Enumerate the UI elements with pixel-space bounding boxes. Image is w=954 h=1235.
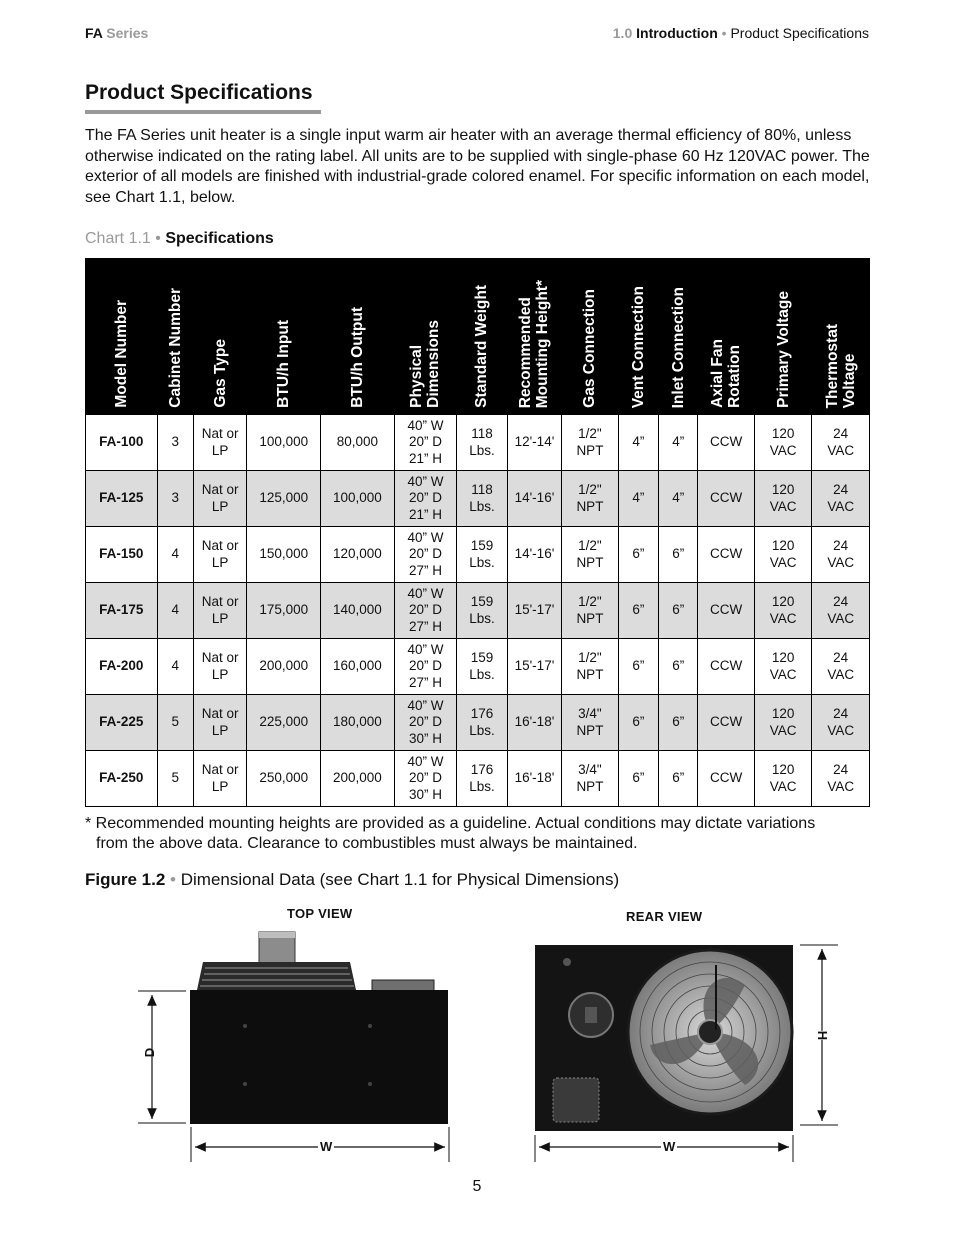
table-cell: 118 Lbs. bbox=[457, 471, 507, 527]
table-cell: 5 bbox=[157, 695, 193, 751]
section-name: Introduction bbox=[636, 25, 718, 41]
table-cell: 120 VAC bbox=[754, 471, 812, 527]
dimension-h-label: H bbox=[815, 1030, 831, 1041]
col-header: Physical Dimensions bbox=[394, 259, 457, 415]
table-cell: 14'-16' bbox=[507, 471, 561, 527]
table-cell: 159 Lbs. bbox=[457, 639, 507, 695]
model-number-cell: FA-125 bbox=[86, 471, 158, 527]
table-cell: 24 VAC bbox=[812, 527, 870, 583]
table-cell: 6” bbox=[659, 639, 698, 695]
dimension-w-rear-label: W bbox=[663, 1139, 676, 1154]
table-cell: 6” bbox=[618, 527, 658, 583]
model-number-cell: FA-200 bbox=[86, 639, 158, 695]
table-cell: 3 bbox=[157, 471, 193, 527]
model-number-cell: FA-175 bbox=[86, 583, 158, 639]
col-header: BTU/h Input bbox=[247, 259, 321, 415]
table-cell: 120 VAC bbox=[754, 751, 812, 807]
table-cell: CCW bbox=[698, 695, 755, 751]
table-cell: 40” W 20” D 27” H bbox=[394, 639, 457, 695]
col-header: Gas Connection bbox=[562, 259, 619, 415]
fan-hub bbox=[698, 1020, 722, 1044]
table-cell: Nat or LP bbox=[193, 527, 246, 583]
table-cell: 40” W 20” D 27” H bbox=[394, 527, 457, 583]
table-cell: 1/2" NPT bbox=[562, 583, 619, 639]
footnote-line-2: from the above data. Clearance to combustibles must always be maintained. bbox=[96, 835, 638, 852]
table-cell: 6” bbox=[659, 751, 698, 807]
table-cell: 5 bbox=[157, 751, 193, 807]
table-cell: 3/4" NPT bbox=[562, 695, 619, 751]
table-cell: 120 VAC bbox=[754, 415, 812, 471]
table-cell: 100,000 bbox=[321, 471, 395, 527]
table-cell: 3 bbox=[157, 415, 193, 471]
table-cell: 225,000 bbox=[247, 695, 321, 751]
header-separator: • bbox=[721, 25, 727, 41]
table-cell: 140,000 bbox=[321, 583, 395, 639]
series-suffix: Series bbox=[106, 25, 149, 41]
table-cell: CCW bbox=[698, 415, 755, 471]
table-cell: 12'-14' bbox=[507, 415, 561, 471]
table-cell: CCW bbox=[698, 471, 755, 527]
table-cell: 3/4" NPT bbox=[562, 751, 619, 807]
col-header: Axial Fan Rotation bbox=[698, 259, 755, 415]
table-cell: 24 VAC bbox=[812, 639, 870, 695]
table-cell: 4” bbox=[659, 415, 698, 471]
table-cell: 24 VAC bbox=[812, 751, 870, 807]
table-cell: 176 Lbs. bbox=[457, 695, 507, 751]
model-number-cell: FA-225 bbox=[86, 695, 158, 751]
rear-view-label: REAR VIEW bbox=[626, 909, 703, 924]
top-view-label: TOP VIEW bbox=[287, 906, 353, 921]
table-cell: 159 Lbs. bbox=[457, 527, 507, 583]
col-header: Inlet Connection bbox=[659, 259, 698, 415]
page-title: Product Specifications bbox=[85, 81, 313, 104]
table-cell: 120,000 bbox=[321, 527, 395, 583]
figure-caption-separator: • bbox=[170, 870, 176, 889]
top-view-unit bbox=[190, 932, 448, 1124]
table-cell: 120 VAC bbox=[754, 583, 812, 639]
page-number: 5 bbox=[472, 1178, 482, 1195]
table-cell: 16'-18' bbox=[507, 751, 561, 807]
table-cell: 24 VAC bbox=[812, 583, 870, 639]
table-cell: 160,000 bbox=[321, 639, 395, 695]
table-cell: 118 Lbs. bbox=[457, 415, 507, 471]
col-header: Primary Voltage bbox=[754, 259, 812, 415]
table-cell: 4 bbox=[157, 639, 193, 695]
series-prefix: FA bbox=[85, 25, 103, 41]
table-cell: 6” bbox=[618, 583, 658, 639]
col-header: Recommended Mounting Height* bbox=[507, 259, 561, 415]
table-cell: 40” W 20” D 21” H bbox=[394, 471, 457, 527]
table-cell: CCW bbox=[698, 583, 755, 639]
table-cell: 6” bbox=[618, 751, 658, 807]
table-cell: 16'-18' bbox=[507, 695, 561, 751]
col-header: Model Number bbox=[86, 259, 158, 415]
col-header: Vent Connection bbox=[618, 259, 658, 415]
table-cell: 4” bbox=[659, 471, 698, 527]
table-cell: 15'-17' bbox=[507, 583, 561, 639]
table-cell: 14'-16' bbox=[507, 527, 561, 583]
figure-caption-text: Dimensional Data (see Chart 1.1 for Physical Dimensions) bbox=[180, 870, 620, 889]
col-header: Thermostat Voltage bbox=[812, 259, 870, 415]
table-cell: 150,000 bbox=[247, 527, 321, 583]
table-cell: 250,000 bbox=[247, 751, 321, 807]
model-number-cell: FA-100 bbox=[86, 415, 158, 471]
table-cell: 24 VAC bbox=[812, 695, 870, 751]
table-cell: 6” bbox=[659, 583, 698, 639]
chart-caption-label: Chart 1.1 • bbox=[85, 230, 161, 247]
table-cell: Nat or LP bbox=[193, 751, 246, 807]
table-cell: 120 VAC bbox=[754, 639, 812, 695]
table-cell: 40” W 20” D 27” H bbox=[394, 583, 457, 639]
table-cell: Nat or LP bbox=[193, 471, 246, 527]
table-cell: 120 VAC bbox=[754, 527, 812, 583]
footnote-line-1: * Recommended mounting heights are provided as a guideline. Actual conditions may dictate variations bbox=[85, 815, 816, 832]
table-cell: CCW bbox=[698, 639, 755, 695]
table-cell: Nat or LP bbox=[193, 583, 246, 639]
table-cell: 6” bbox=[659, 527, 698, 583]
table-cell: Nat or LP bbox=[193, 415, 246, 471]
dimension-d-label: D bbox=[142, 1047, 158, 1058]
cabinet-top bbox=[190, 990, 448, 1124]
table-cell: CCW bbox=[698, 751, 755, 807]
table-cell: 4” bbox=[618, 471, 658, 527]
table-cell: 40” W 20” D 30” H bbox=[394, 695, 457, 751]
chart-caption-title: Specifications bbox=[165, 230, 274, 247]
model-number-cell: FA-150 bbox=[86, 527, 158, 583]
intro-paragraph: The FA Series unit heater is a single input warm air heater with an average thermal efficiency of 80%, unless otherwise indicated on the rating label. All units are to be supplied with single-phase 60 Hz 120VAC power. The exterior of all models are finished with industrial-grade colored enamel. For specific information on each model, see Chart 1.1, below. bbox=[85, 127, 870, 206]
table-cell: 80,000 bbox=[321, 415, 395, 471]
table-cell: 176 Lbs. bbox=[457, 751, 507, 807]
table-cell: 100,000 bbox=[247, 415, 321, 471]
figure-caption-label: Figure 1.2 bbox=[85, 870, 166, 889]
table-cell: 175,000 bbox=[247, 583, 321, 639]
subsection-name: Product Specifications bbox=[730, 25, 869, 41]
col-header: Standard Weight bbox=[457, 259, 507, 415]
table-cell: 200,000 bbox=[321, 751, 395, 807]
section-number: 1.0 bbox=[612, 25, 633, 41]
table-cell: 24 VAC bbox=[812, 471, 870, 527]
table-cell: 120 VAC bbox=[754, 695, 812, 751]
table-cell: 15'-17' bbox=[507, 639, 561, 695]
col-header: BTU/h Output bbox=[321, 259, 395, 415]
table-cell: 4 bbox=[157, 527, 193, 583]
table-cell: 1/2" NPT bbox=[562, 527, 619, 583]
table-cell: 1/2" NPT bbox=[562, 471, 619, 527]
col-header: Gas Type bbox=[193, 259, 246, 415]
table-cell: 24 VAC bbox=[812, 415, 870, 471]
table-cell: Nat or LP bbox=[193, 639, 246, 695]
model-number-cell: FA-250 bbox=[86, 751, 158, 807]
rear-view-unit bbox=[535, 945, 793, 1131]
table-cell: 4 bbox=[157, 583, 193, 639]
table-cell: CCW bbox=[698, 527, 755, 583]
table-cell: 159 Lbs. bbox=[457, 583, 507, 639]
table-cell: 4” bbox=[618, 415, 658, 471]
inlet-opening bbox=[553, 1078, 599, 1122]
table-cell: 1/2" NPT bbox=[562, 639, 619, 695]
table-cell: 6” bbox=[659, 695, 698, 751]
col-header: Cabinet Number bbox=[157, 259, 193, 415]
dimension-w-top-label: W bbox=[320, 1139, 333, 1154]
vent-collar-rim bbox=[259, 932, 295, 938]
table-cell: 40” W 20” D 30” H bbox=[394, 751, 457, 807]
table-cell: 125,000 bbox=[247, 471, 321, 527]
table-cell: Nat or LP bbox=[193, 695, 246, 751]
table-cell: 6” bbox=[618, 695, 658, 751]
table-cell: 1/2" NPT bbox=[562, 415, 619, 471]
table-cell: 40” W 20” D 21” H bbox=[394, 415, 457, 471]
table-cell: 200,000 bbox=[247, 639, 321, 695]
table-cell: 6” bbox=[618, 639, 658, 695]
table-cell: 180,000 bbox=[321, 695, 395, 751]
